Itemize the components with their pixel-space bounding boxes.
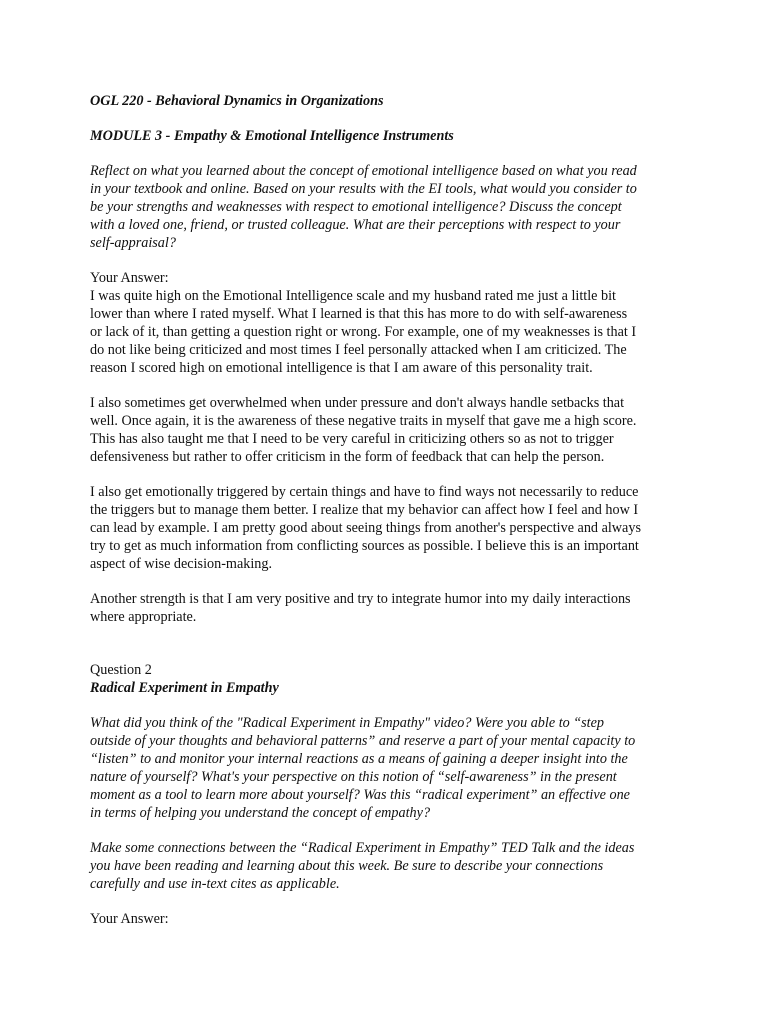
answer-line: defensiveness but rather to offer criticism in the form of feedback that can help the person.	[90, 449, 605, 465]
answer-paragraph	[90, 483, 690, 573]
answer-label: Your Answer:	[90, 911, 169, 927]
question2-prompt-connections	[90, 839, 690, 893]
answer-line: well. Once again, it is the awareness of these negative traits in myself that gave me a high score.	[90, 413, 637, 429]
answer-line: try to get as much information from conflicting sources as possible. I believe this is an important	[90, 538, 639, 554]
question1-prompt	[90, 162, 690, 252]
prompt-line: “listen” to and monitor your internal reactions as a means of gaining a deeper insight into the	[90, 751, 628, 767]
prompt-line: self-appraisal?	[90, 235, 176, 251]
answer-line: lower than where I rated myself. What I learned is that this has more to do with self-awareness	[90, 306, 628, 322]
prompt-line: be your strengths and weaknesses with respect to emotional intelligence? Discuss the concept	[90, 199, 622, 215]
prompt-line: What did you think of the "Radical Experiment in Empathy" video? Were you able to “step	[90, 715, 605, 731]
prompt-line: Make some connections between the “Radical Experiment in Empathy” TED Talk and the ideas	[90, 840, 635, 856]
answer-line: do not like being criticized and most times I feel personally attacked when I am criticized. The	[90, 342, 627, 358]
module-title: MODULE 3 - Empathy & Emotional Intelligence Instruments	[90, 128, 454, 144]
prompt-line: you have been reading and learning about this week. Be sure to describe your connections	[90, 858, 604, 874]
document-page	[90, 92, 690, 928]
answer-line: Another strength is that I am very positive and try to integrate humor into my daily interactions	[90, 591, 631, 607]
answer-line: I was quite high on the Emotional Intelligence scale and my husband rated me just a little bit	[90, 288, 616, 304]
question2-title: Radical Experiment in Empathy	[90, 680, 279, 696]
prompt-line: in terms of helping you understand the concept of empathy?	[90, 805, 431, 821]
answer-paragraph	[90, 287, 690, 377]
answer-line: reason I scored high on emotional intelligence is that I am aware of this personality trait.	[90, 360, 593, 376]
prompt-line: with a loved one, friend, or trusted colleague. What are their perceptions with respect to your	[90, 217, 621, 233]
answer-line: or lack of it, than getting a question right or wrong. For example, one of my weaknesses is that I	[90, 324, 637, 340]
answer-paragraph	[90, 394, 690, 466]
answer-line: I also get emotionally triggered by certain things and have to find ways not necessarily to reduce	[90, 484, 639, 500]
answer-line: I also sometimes get overwhelmed when under pressure and don't always handle setbacks that	[90, 395, 625, 411]
answer-paragraph	[90, 590, 690, 626]
answer-line: where appropriate.	[90, 609, 197, 625]
answer-line: This has also taught me that I need to be very careful in criticizing others so as not to trigger	[90, 431, 614, 447]
answer-line: aspect of wise decision-making.	[90, 556, 273, 572]
answer-line: can lead by example. I am pretty good about seeing things from another's perspective and always	[90, 520, 641, 536]
prompt-line: nature of yourself? What's your perspective on this notion of “self-awareness” in the present	[90, 769, 617, 785]
prompt-line: in your textbook and online. Based on your results with the EI tools, what would you consider to	[90, 181, 637, 197]
prompt-line: moment as a tool to learn more about yourself? Was this “radical experiment” an effective one	[90, 787, 630, 803]
question2-label: Question 2	[90, 662, 152, 678]
question2-prompt	[90, 714, 690, 822]
prompt-line: carefully and use in-text cites as applicable.	[90, 876, 340, 892]
answer-label: Your Answer:	[90, 270, 169, 286]
prompt-line: Reflect on what you learned about the concept of emotional intelligence based on what you read	[90, 163, 637, 179]
course-title: OGL 220 - Behavioral Dynamics in Organizations	[90, 93, 384, 109]
prompt-line: outside of your thoughts and behavioral patterns” and reserve a part of your mental capacity to	[90, 733, 636, 749]
answer-line: the triggers but to manage them better. I realize that my behavior can affect how I feel and how I	[90, 502, 639, 518]
